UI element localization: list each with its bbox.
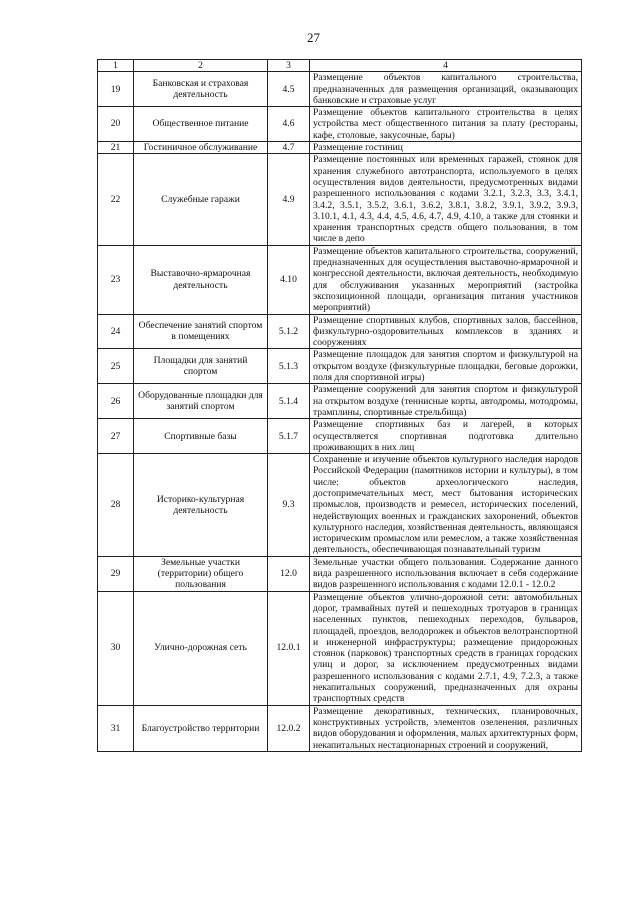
use-code: 5.1.3 — [268, 349, 310, 384]
row-number: 25 — [98, 349, 134, 384]
use-code: 5.1.4 — [268, 384, 310, 419]
table-row — [98, 245, 582, 314]
table-row — [98, 384, 582, 419]
use-code: 9.3 — [268, 454, 310, 557]
use-description: Сохранение и изучение объектов культурного наследия народов Российской Федерации (памятников истории и культуры), в том числе: объектов археологического наследия, достопримечательных мест, мест бытования исторических промыслов, производств и ремесел, исторических поселений, недействующих военных и гражданских захоронений, объектов культурного наследия, хозяйственная деятельность, являющаяся историческим промыслом или ремеслом, а также хозяйственная деятельность, обеспечивающая познавательный туризм — [310, 454, 582, 557]
row-number: 28 — [98, 454, 134, 557]
use-description: Размещение спортивных баз и лагерей, в которых осуществляется спортивная подготовка длительно проживающих в них лиц — [310, 419, 582, 454]
table-row — [98, 591, 582, 705]
row-number: 22 — [98, 154, 134, 245]
table-row — [98, 154, 582, 245]
table-row — [98, 142, 582, 154]
row-number: 21 — [98, 142, 134, 154]
use-description: Земельные участки общего пользования. Содержание данного вида разрешенного использования включает в себя содержание видов разрешенного использования с кодами 12.0.1 - 12.0.2 — [310, 556, 582, 591]
use-code: 5.1.7 — [268, 419, 310, 454]
use-description: Размещение постоянных или временных гаражей, стоянок для хранения служебного автотранспорта, используемого в целях осуществления видов деятельности, предусмотренных видами разрешенного использования с кодами 3.2.1, 3.2.3, 3.3, 3.4.1, 3.4.2, 3.5.1, 3.5.2, 3.6.1, 3.6.2, 3.8.1, 3.8.2, 3.9.1, 3.9.2, 3.9.3, 3.10.1, 4.1, 4.3, 4.4, 4.5, 4.6, 4.7, 4.9, 4.10, а также для стоянки и хранения транспортных средств общего пользования, в том числе в депо — [310, 154, 582, 245]
use-description: Размещение объектов капитального строительства, предназначенных для размещения организаций, оказывающих банковские и страховые услуг — [310, 72, 582, 107]
header-col-3: 3 — [268, 60, 310, 72]
use-name: Земельные участки (территории) общего пользования — [134, 556, 268, 591]
use-description: Размещение объектов капитального строительства, сооружений, предназначенных для осуществления выставочно-ярмарочной и конгрессной деятельности, включая деятельность, необходимую для обслуживания указанных мероприятий (застройка экспозиционной площади, организация питания участников мероприятий) — [310, 245, 582, 314]
use-code: 4.7 — [268, 142, 310, 154]
use-description: Размещение спортивных клубов, спортивных залов, бассейнов, физкультурно-оздоровительных комплексов в зданиях и сооружениях — [310, 314, 582, 349]
header-col-2: 2 — [134, 60, 268, 72]
use-name: Спортивные базы — [134, 419, 268, 454]
table-row — [98, 349, 582, 384]
use-description: Размещение объектов капитального строительства в целях устройства мест общественного питания за плату (рестораны, кафе, столовые, закусочные, бары) — [310, 107, 582, 142]
table-row — [98, 419, 582, 454]
table-row — [98, 454, 582, 557]
table-row — [98, 556, 582, 591]
row-number: 30 — [98, 591, 134, 705]
use-name: Служебные гаражи — [134, 154, 268, 245]
row-number: 27 — [98, 419, 134, 454]
header-col-1: 1 — [98, 60, 134, 72]
row-number: 20 — [98, 107, 134, 142]
use-code: 12.0 — [268, 556, 310, 591]
table-row — [98, 72, 582, 107]
use-code: 12.0.2 — [268, 705, 310, 751]
use-name: Выставочно-ярмарочная деятельность — [134, 245, 268, 314]
row-number: 23 — [98, 245, 134, 314]
use-code: 12.0.1 — [268, 591, 310, 705]
row-number: 24 — [98, 314, 134, 349]
use-name: Оборудованные площадки для занятий спортом — [134, 384, 268, 419]
use-name: Благоустройство территории — [134, 705, 268, 751]
row-number: 19 — [98, 72, 134, 107]
use-code: 4.9 — [268, 154, 310, 245]
use-description: Размещение сооружений для занятия спортом и физкультурой на открытом воздухе (теннисные корты, автодромы, мотодромы, трамплины, спортивные стрельбища) — [310, 384, 582, 419]
use-code: 4.5 — [268, 72, 310, 107]
use-code: 5.1.2 — [268, 314, 310, 349]
table-row — [98, 705, 582, 751]
page-number: 27 — [307, 30, 320, 45]
use-description: Размещение декоративных, технических, планировочных, конструктивных устройств, элементов озеленения, различных видов оборудования и оформления, малых архитектурных форм, некапитальных нестационарных строений и сооружений, — [310, 705, 582, 751]
use-description: Размещение гостиниц — [310, 142, 582, 154]
use-name: Историко-культурная деятельность — [134, 454, 268, 557]
header-col-4: 4 — [310, 60, 582, 72]
row-number: 26 — [98, 384, 134, 419]
table-row — [98, 107, 582, 142]
use-code: 4.10 — [268, 245, 310, 314]
use-code: 4.6 — [268, 107, 310, 142]
use-name: Площадки для занятий спортом — [134, 349, 268, 384]
use-name: Гостиничное обслуживание — [134, 142, 268, 154]
header-row — [98, 60, 582, 72]
row-number: 29 — [98, 556, 134, 591]
use-description: Размещение объектов улично-дорожной сети: автомобильных дорог, трамвайных путей и пешеходных тротуаров в границах населенных пунктов, пешеходных переходов, бульваров, площадей, проездов, велодорожек и объектов велотранспортной и инженерной инфраструктуры; размещение придорожных стоянок (парковок) транспортных средств в границах городских улиц и дорог, за исключением предусмотренных видами разрешенного использования с кодами 2.7.1, 4.9, 7.2.3, а также некапитальных сооружений, предназначенных для охраны транспортных средств — [310, 591, 582, 705]
table-row — [98, 314, 582, 349]
use-name: Общественное питание — [134, 107, 268, 142]
use-name: Обеспечение занятий спортом в помещениях — [134, 314, 268, 349]
use-name: Улично-дорожная сеть — [134, 591, 268, 705]
use-name: Банковская и страховая деятельность — [134, 72, 268, 107]
land-use-table — [97, 59, 582, 752]
use-description: Размещение площадок для занятия спортом и физкультурой на открытом воздухе (физкультурные площадки, беговые дорожки, поля для спортивной игры) — [310, 349, 582, 384]
row-number: 31 — [98, 705, 134, 751]
